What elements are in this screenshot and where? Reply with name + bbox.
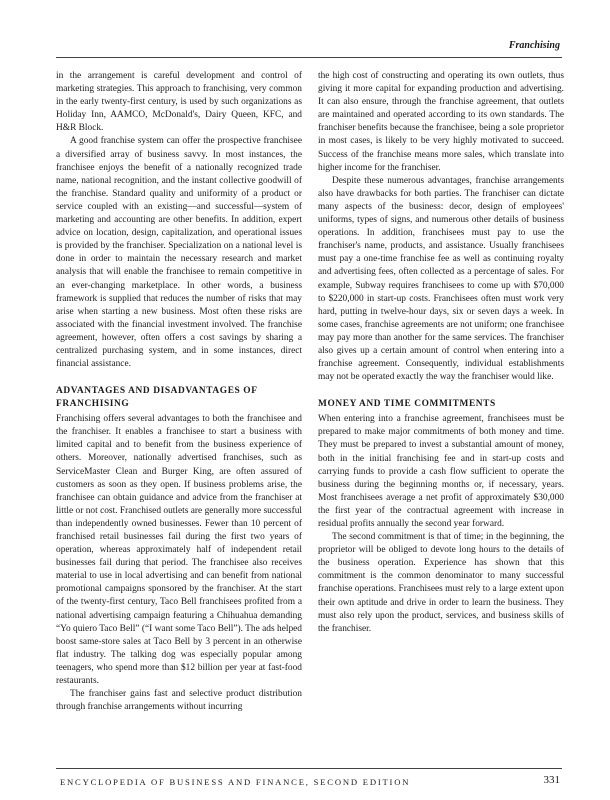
body-paragraph: The second commitment is that of time; in the beginning, the proprietor will be obliged to devote long hours to the details of the business operation. Experience has shown that this commitment is the common denominator to many successful franchise operations. Franchisees must rely to a large extent upon their own aptitude and drive in order to learn the business. They must also rely upon the product, services, and business skills of the franchiser. [318,532,564,634]
left-column [56,70,302,714]
body-paragraph: the high cost of constructing and operating its own outlets, thus giving it more capital for expanding production and advertising. It can also ensure, through the franchise agreement, that outlets are maintained and operated according to its own standards. The franchiser benefits because the franchisee, being a sole proprietor in most cases, is likely to be very highly motivated to succeed. Success of the franchise means more sales, which translate into higher income for the franchiser. [318,71,564,173]
right-column [318,70,564,636]
running-head: Franchising [508,40,560,51]
body-paragraph: When entering into a franchise agreement, franchisees must be prepared to make major commitments of both money and time. They must be prepared to invest a substantial amount of money, both in the initial franchising fee and in start-up costs and carrying funds to provide a cash flow sufficient to operate the business during the beginning months or, if necessary, years. Most franchisees average a net profit of approximately $30,000 the first year of the contractual agreement with increase in residual profits annually the second year forward. [318,414,564,529]
body-paragraph: Franchising offers several advantages to both the franchisee and the franchiser. It enables a franchisee to start a business with limited capital and to benefit from the business experience of others. Moreover, nationally advertised franchises, such as ServiceMaster Clean and Burger King, are often assured of customers as soon as they open. If business problems arise, the franchisee can obtain guidance and advice from the franchiser at little or not cost. Franchised outlets are generally more successful than independently owned businesses. Fewer than 10 percent of franchised retail businesses fail during the first two years of operation, whereas approximately half of independent retail businesses fail during that period. The franchisee also receives material to use in local advertising and can benefit from national promotional campaigns sponsored by the franchiser. At the start of the twenty-first century, Taco Bell franchisees profited from a national advertising campaign featuring a Chihuahua demanding “Yo quiero Taco Bell” (“I want some Taco Bell”). The ads helped boost same-store sales at Taco Bell by 3 percent in an otherwise flat industry. The talking dog was especially popular among teenagers, who spend more than $12 billion per year at fast-food restaurants. [56,414,302,687]
footer-rule [56,768,562,769]
footer-book-title: ENCYCLOPEDIA OF BUSINESS AND FINANCE, SECOND EDITION [60,777,411,787]
section-heading-advantages: ADVANTAGES AND DISADVANTAGES OF FRANCHISING [56,386,258,410]
body-paragraph: A good franchise system can offer the prospective franchisee a diversified array of business savvy. In most instances, the franchisee enjoys the benefit of a nationally recognized trade name, national recognition, and the instant collective goodwill of the franchise. Standard quality and uniformity of a product or service coupled with an existing—and successful—system of marketing and accounting are other benefits. In addition, expert advice on location, design, capitalization, and operational issues is provided by the franchiser. Specialization on a national level is done in order to maintain the necessary research and market analysis that will enable the franchisee to remain competitive in an ever-changing marketplace. In other words, a business framework is supplied that reduces the number of risks that may arise when starting a new business. Most often these risks are associated with the financial investment involved. The franchise agreement, however, often offers a cost savings by sharing a centralized purchasing system, and in some instances, direct financial assistance. [56,136,302,370]
page-number: 331 [543,774,560,786]
body-paragraph: in the arrangement is careful development and control of marketing strategies. This approach to franchising, very common in the early twenty-first century, is used by such organizations as Holiday Inn, AAMCO, McDonald's, Dairy Queen, KFC, and H&R Block. [56,71,302,134]
body-paragraph: The franchiser gains fast and selective product distribution through franchise arrangements without incurring [56,689,302,713]
section-heading-commitments: MONEY AND TIME COMMITMENTS [318,399,496,410]
body-paragraph: Despite these numerous advantages, franchise arrangements also have drawbacks for both parties. The franchiser can dictate many aspects of the business: decor, design of employees' uniforms, types of signs, and numerous other details of business operations. In addition, franchisees must pay to use the franchiser's name, products, and assistance. Usually franchisees must pay a one-time franchise fee as well as continuing royalty and advertising fees, often collected as a percentage of sales. For example, Subway requires franchisees to come up with $70,000 to $220,000 in start-up costs. Franchisees often must work very hard, putting in twelve-hour days, six or seven days a week. In some cases, franchise agreements are not uniform; one franchisee may pay more than another for the same services. The franchiser also gives up a certain amount of control when entering into a franchise agreement. Consequently, individual establishments may not be operated exactly the way the franchiser would like. [318,175,564,383]
header-rule [56,57,562,58]
